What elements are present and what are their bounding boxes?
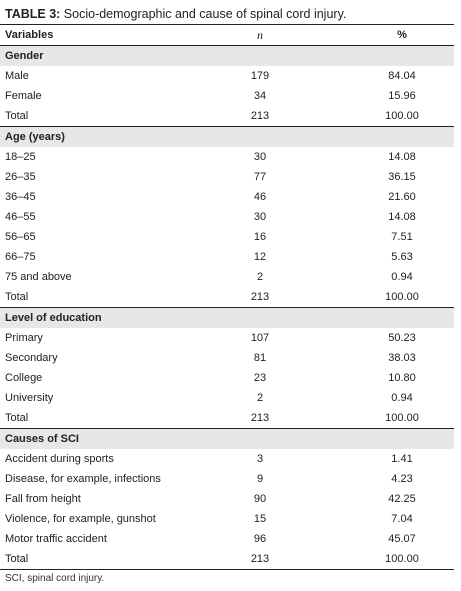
row-percent: 7.04: [391, 513, 413, 525]
row-n: 213: [190, 549, 330, 570]
row-n: 81: [253, 352, 267, 364]
row-label: Total: [0, 408, 190, 429]
data-table: [0, 25, 454, 570]
row-percent: 42.25: [388, 493, 416, 505]
row-percent: 15.96: [388, 90, 416, 102]
row-n: 46: [253, 191, 267, 203]
row-percent: 45.07: [388, 533, 416, 545]
row-n: 2: [256, 271, 264, 283]
table-row: [0, 529, 454, 549]
section-title: Causes of SCI: [0, 429, 454, 450]
row-n: 23: [253, 372, 267, 384]
header-row: [0, 25, 454, 46]
row-label: Secondary: [5, 352, 58, 364]
row-label: University: [5, 392, 54, 404]
table-row: [0, 187, 454, 207]
header-variables: Variables: [0, 25, 190, 46]
row-label: Violence, for example, gunshot: [5, 513, 156, 525]
row-n: 2: [256, 392, 264, 404]
table-row: [0, 328, 454, 348]
table-row: [0, 147, 454, 167]
row-label: 75 and above: [5, 271, 72, 283]
row-percent: 5.63: [391, 251, 413, 263]
row-label: Total: [0, 106, 190, 127]
row-label: 18–25: [5, 151, 36, 163]
table-row: [0, 368, 454, 388]
section-title: Age (years): [0, 127, 454, 148]
section-title: Gender: [0, 46, 454, 67]
row-label: Accident during sports: [5, 453, 114, 465]
table-row: [0, 66, 454, 86]
header-percent: %: [330, 25, 454, 46]
row-label: Motor traffic accident: [5, 533, 107, 545]
row-label: 46–55: [5, 211, 36, 223]
total-row: [0, 287, 454, 308]
table-row: [0, 86, 454, 106]
row-label: Female: [5, 90, 42, 102]
row-n: 9: [256, 473, 264, 485]
row-label: College: [5, 372, 43, 384]
row-percent: 0.94: [391, 271, 413, 283]
row-percent: 21.60: [388, 191, 416, 203]
section-row: [0, 127, 454, 148]
row-label: Total: [0, 549, 190, 570]
table-row: [0, 449, 454, 469]
row-percent: 4.23: [391, 473, 413, 485]
row-label: 56–65: [5, 231, 36, 243]
row-n: 30: [253, 211, 267, 223]
row-percent: 14.08: [388, 151, 416, 163]
row-label: Total: [0, 287, 190, 308]
row-n: 34: [253, 90, 267, 102]
table-caption-text: Socio-demographic and cause of spinal cord injury.: [60, 7, 347, 21]
row-percent: 100.00: [330, 549, 454, 570]
row-n: 213: [190, 106, 330, 127]
row-label: 66–75: [5, 251, 36, 263]
table-row: [0, 267, 454, 287]
row-n: 3: [256, 453, 264, 465]
table-footnote: SCI, spinal cord injury.: [5, 573, 105, 584]
table-caption-label: TABLE 3:: [5, 7, 61, 21]
table-caption: [5, 6, 455, 22]
row-percent: 1.41: [391, 453, 413, 465]
row-n: 213: [190, 408, 330, 429]
row-percent: 14.08: [388, 211, 416, 223]
row-percent: 100.00: [330, 106, 454, 127]
total-row: [0, 408, 454, 429]
row-n: 30: [253, 151, 267, 163]
row-percent: 50.23: [388, 332, 416, 344]
total-row: [0, 106, 454, 127]
row-percent: 38.03: [388, 352, 416, 364]
row-n: 179: [250, 70, 270, 82]
table-header: [0, 25, 454, 46]
table-row: [0, 247, 454, 267]
row-n: 12: [253, 251, 267, 263]
table-row: [0, 348, 454, 368]
section-row: [0, 429, 454, 450]
row-n: 90: [253, 493, 267, 505]
row-n: 16: [253, 231, 267, 243]
row-n: 213: [190, 287, 330, 308]
row-label: Primary: [5, 332, 43, 344]
table-row: [0, 509, 454, 529]
row-percent: 0.94: [391, 392, 413, 404]
row-percent: 10.80: [388, 372, 416, 384]
section-row: [0, 308, 454, 329]
header-n: n: [190, 25, 330, 46]
table-body: [0, 46, 454, 570]
row-n: 107: [250, 332, 270, 344]
table-row: [0, 489, 454, 509]
section-title: Level of education: [0, 308, 454, 329]
row-n: 96: [253, 533, 267, 545]
row-percent: 100.00: [330, 408, 454, 429]
table-row: [0, 388, 454, 408]
row-label: 26–35: [5, 171, 36, 183]
row-n: 15: [253, 513, 267, 525]
table-row: [0, 207, 454, 227]
total-row: [0, 549, 454, 570]
row-label: Disease, for example, infections: [5, 473, 161, 485]
section-row: [0, 46, 454, 67]
table-row: [0, 469, 454, 489]
row-percent: 36.15: [388, 171, 416, 183]
table-row: [0, 227, 454, 247]
row-label: 36–45: [5, 191, 36, 203]
row-label: Male: [5, 70, 29, 82]
table-row: [0, 167, 454, 187]
row-percent: 100.00: [330, 287, 454, 308]
row-n: 77: [253, 171, 267, 183]
row-percent: 7.51: [391, 231, 413, 243]
row-percent: 84.04: [388, 70, 416, 82]
row-label: Fall from height: [5, 493, 81, 505]
